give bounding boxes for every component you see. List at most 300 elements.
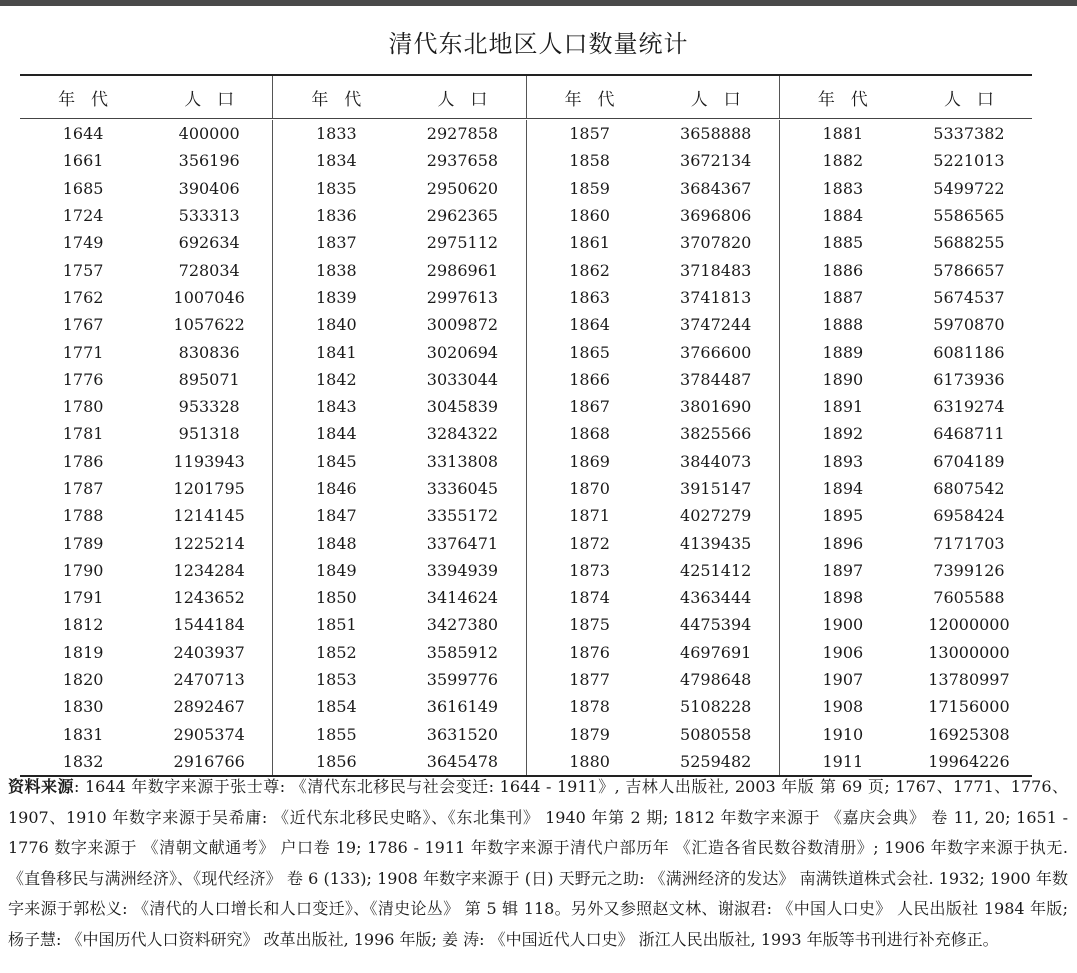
year-cell: 1839 xyxy=(315,287,357,307)
table-row xyxy=(273,529,525,556)
header-population: 人口 xyxy=(437,89,504,110)
population-cell: 7171703 xyxy=(933,533,1005,553)
year-cell: 1880 xyxy=(569,751,610,771)
population-cell: 16925308 xyxy=(928,724,1010,744)
table-row xyxy=(780,529,1032,556)
year-cell: 1847 xyxy=(315,506,357,526)
population-cell: 3376471 xyxy=(426,533,499,553)
year-cell: 1896 xyxy=(822,533,864,553)
population-cell: 2997613 xyxy=(426,287,499,307)
population-cell: 3696806 xyxy=(680,206,752,226)
population-cell: 3718483 xyxy=(680,260,752,280)
population-cell: 830836 xyxy=(178,342,240,362)
year-cell: 1894 xyxy=(822,479,864,498)
table-row xyxy=(273,256,525,283)
year-cell: 1889 xyxy=(822,342,864,362)
table-row xyxy=(20,666,272,693)
year-cell: 1854 xyxy=(315,697,357,717)
table-row xyxy=(20,284,272,311)
population-cell: 400000 xyxy=(178,124,240,144)
year-cell: 1867 xyxy=(569,397,610,417)
population-cell: 6704189 xyxy=(933,451,1005,471)
population-cell: 5080558 xyxy=(680,724,752,744)
table-row xyxy=(780,175,1032,202)
table-row xyxy=(527,721,779,748)
year-cell: 1842 xyxy=(315,369,357,389)
header-population: 人口 xyxy=(184,89,251,110)
table-row xyxy=(527,229,779,256)
table-row xyxy=(780,666,1032,693)
year-cell: 1749 xyxy=(62,233,104,253)
year-cell: 1871 xyxy=(569,506,610,526)
population-cell: 3394939 xyxy=(426,560,499,580)
year-cell: 1644 xyxy=(62,124,104,144)
source-label: 资料来源 xyxy=(8,777,74,796)
population-cell: 3045839 xyxy=(426,397,499,417)
year-cell: 1853 xyxy=(315,670,357,690)
table-row xyxy=(527,338,779,365)
population-cell: 4798648 xyxy=(680,670,752,690)
table-row xyxy=(527,175,779,202)
population-cell: 13780997 xyxy=(928,670,1010,690)
table-row xyxy=(273,475,525,502)
table-row xyxy=(527,420,779,447)
header-group xyxy=(526,76,779,118)
population-cell: 3616149 xyxy=(426,697,499,717)
year-cell: 1840 xyxy=(315,315,357,335)
table-row xyxy=(20,256,272,283)
table-row xyxy=(780,721,1032,748)
population-cell: 7605588 xyxy=(933,588,1005,608)
year-cell: 1882 xyxy=(822,151,864,171)
table-row xyxy=(20,611,272,638)
header-population: 人口 xyxy=(690,89,757,110)
year-cell: 1891 xyxy=(822,397,864,417)
population-cell: 7399126 xyxy=(933,560,1005,580)
population-cell: 2986961 xyxy=(426,260,499,280)
year-cell: 1906 xyxy=(822,642,864,662)
population-cell: 1193943 xyxy=(173,451,245,471)
table-row xyxy=(20,502,272,529)
population-cell: 3414624 xyxy=(426,588,499,608)
year-cell: 1885 xyxy=(822,233,864,253)
year-cell: 1860 xyxy=(569,206,610,226)
population-cell: 6173936 xyxy=(933,369,1005,389)
population-cell: 533313 xyxy=(178,206,240,226)
population-cell: 3801690 xyxy=(680,397,752,417)
year-cell: 1771 xyxy=(62,342,104,362)
table-row xyxy=(273,611,525,638)
table-row xyxy=(20,529,272,556)
year-cell: 1757 xyxy=(62,260,104,280)
table-row xyxy=(20,448,272,475)
table-row xyxy=(20,393,272,420)
population-cell: 5259482 xyxy=(680,751,752,771)
year-cell: 1858 xyxy=(569,151,610,171)
year-cell: 1910 xyxy=(822,724,864,744)
table-row xyxy=(780,256,1032,283)
population-cell: 3427380 xyxy=(426,615,499,635)
population-cell: 6958424 xyxy=(933,506,1005,526)
year-cell: 1780 xyxy=(62,397,104,417)
table-row xyxy=(273,420,525,447)
population-cell: 5786657 xyxy=(933,260,1005,280)
year-cell: 1830 xyxy=(62,697,104,717)
population-cell: 1201795 xyxy=(173,479,245,498)
table-row xyxy=(273,338,525,365)
year-cell: 1861 xyxy=(569,233,610,253)
table-row xyxy=(527,256,779,283)
population-cell: 3658888 xyxy=(680,124,752,144)
table-row xyxy=(20,584,272,611)
table-row xyxy=(20,366,272,393)
year-cell: 1877 xyxy=(569,670,610,690)
table-row xyxy=(20,557,272,584)
population-cell: 951318 xyxy=(178,424,240,444)
table-row xyxy=(20,229,272,256)
table-row xyxy=(20,721,272,748)
population-cell: 2892467 xyxy=(173,697,245,717)
population-cell: 5688255 xyxy=(933,233,1005,253)
table-row xyxy=(780,229,1032,256)
table-row xyxy=(527,366,779,393)
year-cell: 1907 xyxy=(822,670,864,690)
year-cell: 1895 xyxy=(822,506,864,526)
population-cell: 2905374 xyxy=(173,724,245,744)
year-cell: 1781 xyxy=(62,424,104,444)
year-cell: 1872 xyxy=(569,533,610,553)
population-cell: 2403937 xyxy=(173,642,245,662)
year-cell: 1870 xyxy=(569,479,610,498)
table-row xyxy=(527,448,779,475)
year-cell: 1812 xyxy=(62,615,104,635)
year-cell: 1724 xyxy=(62,206,104,226)
year-cell: 1892 xyxy=(822,424,864,444)
header-group xyxy=(20,76,272,118)
year-cell: 1833 xyxy=(315,124,357,144)
table-column-group xyxy=(779,120,1032,775)
table-row xyxy=(273,147,525,174)
table-row xyxy=(780,584,1032,611)
population-cell: 1214145 xyxy=(173,506,245,526)
year-cell: 1762 xyxy=(62,287,104,307)
year-cell: 1786 xyxy=(62,451,104,471)
table-row xyxy=(780,502,1032,529)
header-year: 年代 xyxy=(817,89,884,110)
population-cell: 5674537 xyxy=(933,287,1005,307)
year-cell: 1884 xyxy=(822,206,864,226)
table-row xyxy=(20,475,272,502)
header-group xyxy=(272,76,525,118)
table-row xyxy=(20,338,272,365)
table-row xyxy=(527,639,779,666)
year-cell: 1835 xyxy=(315,178,357,198)
population-cell: 3033044 xyxy=(426,369,499,389)
population-cell: 1243652 xyxy=(173,588,245,608)
population-cell: 1007046 xyxy=(173,287,245,307)
table-row xyxy=(780,475,1032,502)
population-cell: 5586565 xyxy=(933,206,1005,226)
population-cell: 3284322 xyxy=(426,424,499,444)
header-population: 人口 xyxy=(943,89,1010,110)
year-cell: 1852 xyxy=(315,642,357,662)
table-header xyxy=(20,76,1032,119)
population-cell: 4027279 xyxy=(680,506,752,526)
year-cell: 1841 xyxy=(315,342,357,362)
year-cell: 1788 xyxy=(62,506,104,526)
table-row xyxy=(273,366,525,393)
population-cell: 2937658 xyxy=(426,151,499,171)
year-cell: 1879 xyxy=(569,724,610,744)
population-cell: 17156000 xyxy=(928,697,1010,717)
year-cell: 1790 xyxy=(62,560,104,580)
year-cell: 1685 xyxy=(62,178,104,198)
year-cell: 1897 xyxy=(822,560,864,580)
population-cell: 895071 xyxy=(178,369,240,389)
year-cell: 1862 xyxy=(569,260,610,280)
population-cell: 5108228 xyxy=(680,697,752,717)
table-column-group xyxy=(526,120,779,775)
year-cell: 1873 xyxy=(569,560,610,580)
table-row xyxy=(527,311,779,338)
population-cell: 3020694 xyxy=(426,342,499,362)
population-cell: 3766600 xyxy=(680,342,752,362)
population-cell: 3784487 xyxy=(680,369,752,389)
year-cell: 1855 xyxy=(315,724,357,744)
table-row xyxy=(527,475,779,502)
population-cell: 1544184 xyxy=(173,615,245,635)
header-year: 年代 xyxy=(564,89,631,110)
year-cell: 1791 xyxy=(62,588,104,608)
population-cell: 3844073 xyxy=(680,451,752,471)
population-cell: 5221013 xyxy=(933,151,1005,171)
population-cell: 390406 xyxy=(178,178,240,198)
year-cell: 1900 xyxy=(822,615,864,635)
year-cell: 1887 xyxy=(822,287,864,307)
year-cell: 1859 xyxy=(569,178,610,198)
population-cell: 2927858 xyxy=(426,124,499,144)
population-cell: 12000000 xyxy=(928,615,1010,635)
table-row xyxy=(780,639,1032,666)
table-row xyxy=(20,639,272,666)
year-cell: 1869 xyxy=(569,451,610,471)
table-row xyxy=(780,311,1032,338)
page-title: 清代东北地区人口数量统计 xyxy=(388,30,689,58)
table-row xyxy=(273,666,525,693)
population-cell: 3336045 xyxy=(426,479,499,498)
table-row xyxy=(780,202,1032,229)
table-column-group xyxy=(272,120,525,775)
population-cell: 3915147 xyxy=(680,479,752,498)
population-cell: 3645478 xyxy=(426,751,499,771)
source-text: : 1644 年数字来源于张士尊: 《清代东北移民与社会变迁: 1644 - 1911》, 吉林人出版社, 2003 年版 第 69 页; 1767、1771、1776、1907、1910 年数字来源于吴希庸: 《近代东北移民史略》、《东北集刊》 1940 年第 2 期; 1812 年数字来源于 《嘉庆会典》 卷 11, 20; 1651 - 1776 数字来源于 《清朝文献通考》 户口卷 19; 1786 - 1911 年数字来源于清代户部历年 《汇造各省民数谷数清册》; 1906 年数字来源于执无. 《直鲁移民与满洲经济》、《现代经济》 卷 6 (133); 1908 年数字来源于 (日) 天野元之助: 《满洲经济的发达》 南满铁道株式会社. 1932; 1900 年数字来源于郭松义: 《清代的人口增长和人口变迁》、《清史论丛》 第 5 辑 118。另外又参照赵文林、谢淑君: 《中国人口史》 人民出版社 1984 年版; 杨子慧: 《中国历代人口资料研究》 改革出版社, 1996 年版; 姜 涛: 《中国近代人口史》 浙江人民出版社, 1993 年版等书刊进行补充修正。 xyxy=(8,777,1068,949)
table-row xyxy=(20,120,272,147)
population-cell: 4251412 xyxy=(680,560,752,580)
population-cell: 1225214 xyxy=(173,533,245,553)
table-row xyxy=(273,721,525,748)
year-cell: 1888 xyxy=(822,315,864,335)
header-year: 年代 xyxy=(311,89,378,110)
population-cell: 3684367 xyxy=(680,178,752,198)
table-row xyxy=(20,202,272,229)
table-row xyxy=(527,666,779,693)
population-table xyxy=(20,74,1032,777)
table-row xyxy=(527,202,779,229)
table-row xyxy=(527,502,779,529)
year-cell: 1820 xyxy=(62,670,104,690)
year-cell: 1767 xyxy=(62,315,104,335)
table-row xyxy=(527,284,779,311)
population-cell: 6081186 xyxy=(933,342,1005,362)
table-row xyxy=(527,529,779,556)
table-row xyxy=(527,557,779,584)
population-cell: 3747244 xyxy=(680,315,752,335)
year-cell: 1856 xyxy=(315,751,357,771)
year-cell: 1819 xyxy=(62,642,104,662)
population-cell: 3313808 xyxy=(426,451,499,471)
population-cell: 2470713 xyxy=(173,670,245,690)
table-row xyxy=(273,448,525,475)
table-row xyxy=(273,557,525,584)
year-cell: 1863 xyxy=(569,287,610,307)
population-cell: 1234284 xyxy=(173,560,245,580)
population-cell: 19964226 xyxy=(928,751,1010,771)
year-cell: 1837 xyxy=(315,233,357,253)
year-cell: 1789 xyxy=(62,533,104,553)
year-cell: 1834 xyxy=(315,151,357,171)
year-cell: 1883 xyxy=(822,178,864,198)
population-cell: 6807542 xyxy=(933,479,1005,498)
table-row xyxy=(273,202,525,229)
table-row xyxy=(273,639,525,666)
population-cell: 5337382 xyxy=(933,124,1005,144)
table-row xyxy=(20,311,272,338)
year-cell: 1881 xyxy=(822,124,864,144)
table-row xyxy=(273,311,525,338)
year-cell: 1844 xyxy=(315,424,357,444)
year-cell: 1865 xyxy=(569,342,610,362)
table-row xyxy=(273,175,525,202)
population-cell: 3825566 xyxy=(680,424,752,444)
population-cell: 953328 xyxy=(178,397,240,417)
year-cell: 1898 xyxy=(822,588,864,608)
year-cell: 1776 xyxy=(62,369,104,389)
table-row xyxy=(780,366,1032,393)
table-row xyxy=(780,557,1032,584)
population-cell: 4139435 xyxy=(680,533,752,553)
population-cell: 5499722 xyxy=(933,178,1005,198)
year-cell: 1831 xyxy=(62,724,104,744)
year-cell: 1838 xyxy=(315,260,357,280)
year-cell: 1836 xyxy=(315,206,357,226)
header-group xyxy=(779,76,1032,118)
population-cell: 3585912 xyxy=(426,642,499,662)
year-cell: 1893 xyxy=(822,451,864,471)
year-cell: 1866 xyxy=(569,369,610,389)
population-cell: 3599776 xyxy=(426,670,499,690)
year-cell: 1846 xyxy=(315,479,357,498)
population-cell: 356196 xyxy=(178,151,240,171)
table-row xyxy=(780,338,1032,365)
year-cell: 1843 xyxy=(315,397,357,417)
year-cell: 1845 xyxy=(315,451,357,471)
year-cell: 1876 xyxy=(569,642,610,662)
year-cell: 1661 xyxy=(62,151,104,171)
population-cell: 728034 xyxy=(178,260,240,280)
table-row xyxy=(20,420,272,447)
population-cell: 2916766 xyxy=(173,751,245,771)
table-body xyxy=(20,119,1032,775)
year-cell: 1864 xyxy=(569,315,610,335)
population-cell: 4475394 xyxy=(680,615,752,635)
table-column-group xyxy=(20,120,272,775)
year-cell: 1874 xyxy=(569,588,610,608)
table-row xyxy=(527,693,779,720)
top-bar xyxy=(0,0,1077,6)
table-row xyxy=(527,393,779,420)
population-cell: 3741813 xyxy=(680,287,752,307)
year-cell: 1848 xyxy=(315,533,357,553)
population-cell: 6468711 xyxy=(933,424,1005,444)
table-row xyxy=(780,147,1032,174)
year-cell: 1908 xyxy=(822,697,864,717)
year-cell: 1868 xyxy=(569,424,610,444)
year-cell: 1787 xyxy=(62,479,104,498)
population-cell: 692634 xyxy=(178,233,240,253)
table-row xyxy=(780,693,1032,720)
population-cell: 3707820 xyxy=(680,233,752,253)
population-cell: 3672134 xyxy=(680,151,752,171)
table-row xyxy=(780,284,1032,311)
population-cell: 2962365 xyxy=(426,206,499,226)
table-row xyxy=(273,693,525,720)
population-cell: 4697691 xyxy=(680,642,752,662)
year-cell: 1849 xyxy=(315,560,357,580)
population-cell: 13000000 xyxy=(928,642,1010,662)
year-cell: 1857 xyxy=(569,124,610,144)
table-row xyxy=(273,229,525,256)
table-row xyxy=(780,448,1032,475)
population-cell: 6319274 xyxy=(933,397,1005,417)
table-row xyxy=(780,120,1032,147)
year-cell: 1886 xyxy=(822,260,864,280)
table-row xyxy=(527,611,779,638)
population-cell: 3631520 xyxy=(426,724,499,744)
table-row xyxy=(527,147,779,174)
population-cell: 1057622 xyxy=(173,315,245,335)
table-row xyxy=(273,393,525,420)
source-note xyxy=(8,772,1068,955)
year-cell: 1832 xyxy=(62,751,104,771)
table-row xyxy=(527,584,779,611)
year-cell: 1875 xyxy=(569,615,610,635)
header-year: 年代 xyxy=(58,89,125,110)
population-cell: 3355172 xyxy=(426,506,499,526)
year-cell: 1878 xyxy=(569,697,610,717)
year-cell: 1851 xyxy=(315,615,357,635)
table-row xyxy=(273,284,525,311)
table-row xyxy=(273,120,525,147)
table-row xyxy=(273,584,525,611)
table-row xyxy=(527,120,779,147)
population-cell: 5970870 xyxy=(933,315,1005,335)
population-cell: 4363444 xyxy=(680,588,752,608)
population-cell: 3009872 xyxy=(426,315,499,335)
table-row xyxy=(20,693,272,720)
table-row xyxy=(780,393,1032,420)
year-cell: 1850 xyxy=(315,588,357,608)
year-cell: 1911 xyxy=(822,751,864,771)
